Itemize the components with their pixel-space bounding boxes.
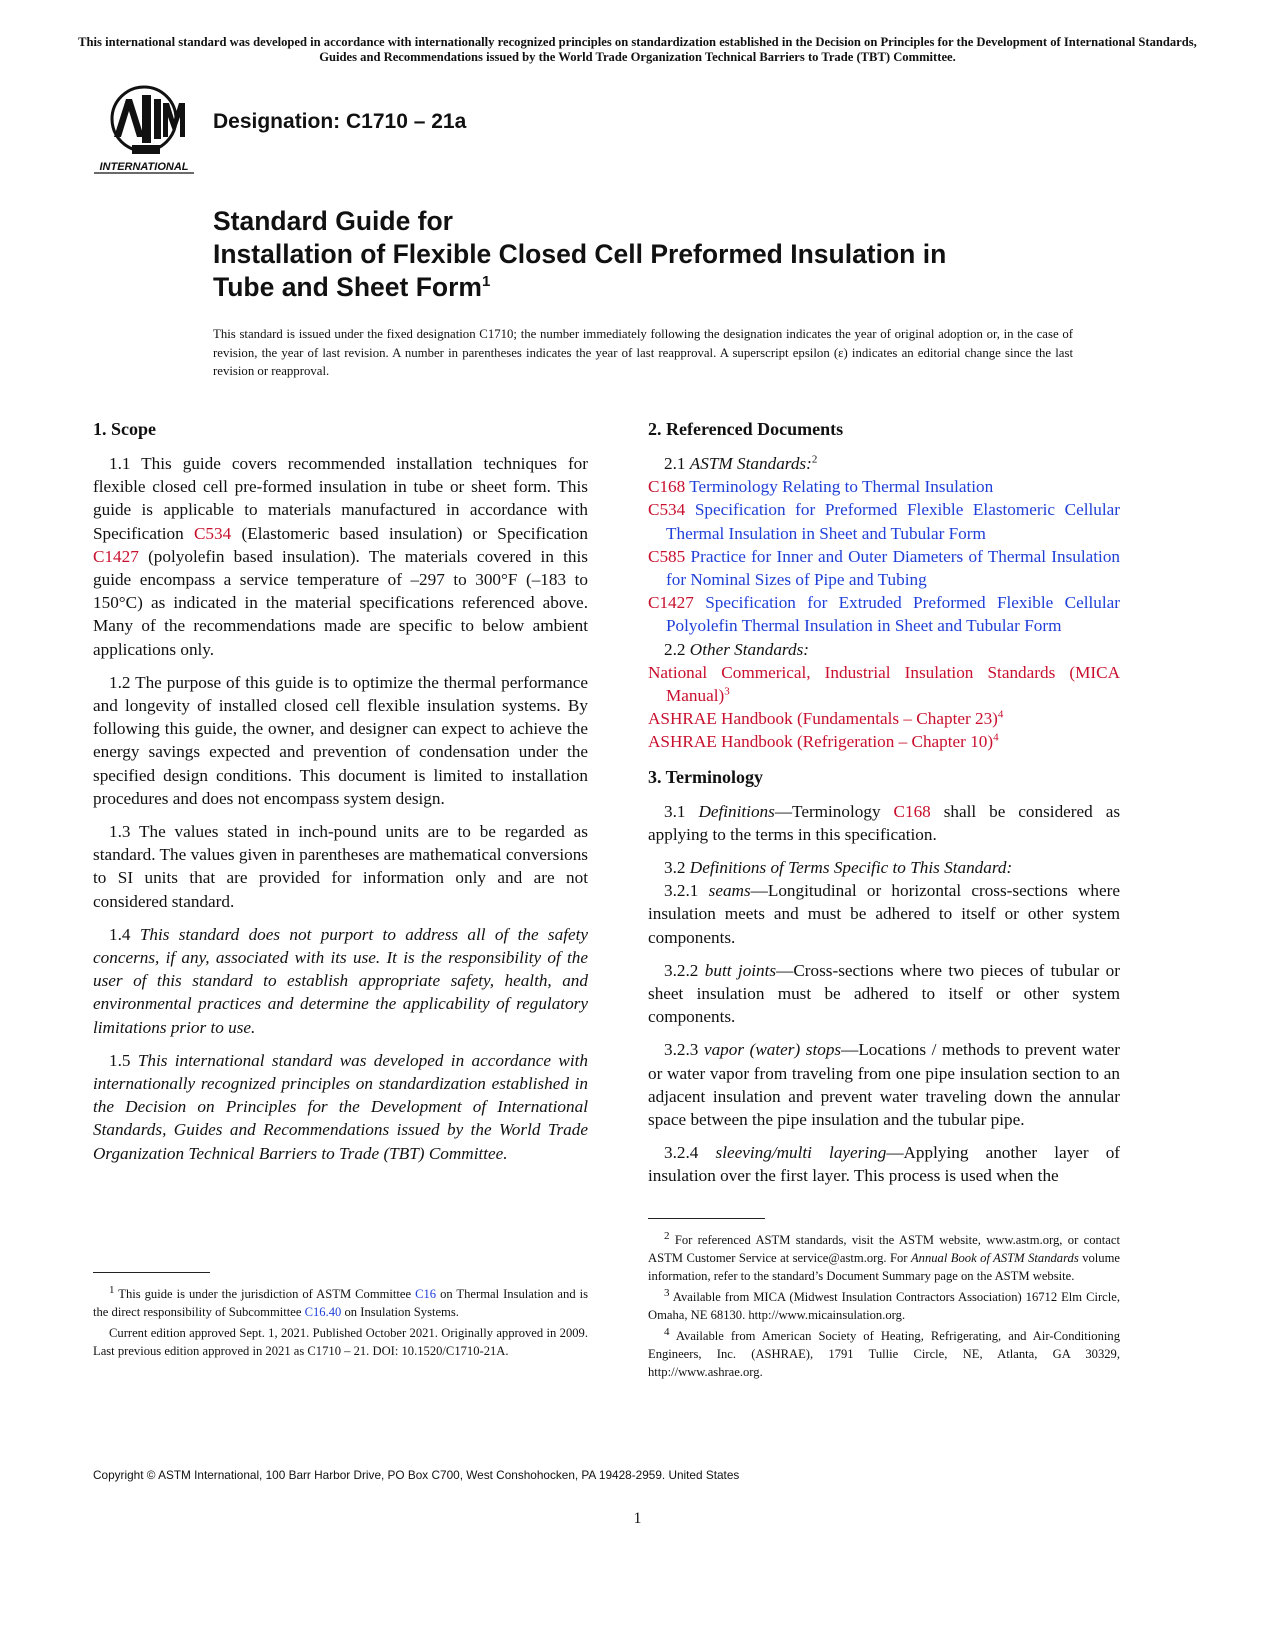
ref-c534[interactable]: C534 Specification for Preformed Flexible Elastomeric Cellular Thermal Insulation in Sheet and Tubular Form [648, 500, 1121, 543]
scope-heading: 1. Scope [93, 419, 156, 439]
astm-logo [92, 85, 196, 177]
term-3-2-2: 3.2.2 butt joints—Cross-sections where two pieces of tubular or sheet insulation must be adhered to itself or other system components. [648, 960, 1120, 1027]
ref-mica-manual[interactable]: National Commerical, Industrial Insulation Standards (MICA Manual)$^3$ [648, 662, 1120, 706]
footnote-divider [648, 1218, 765, 1219]
logo-text: INTERNATIONAL [99, 161, 189, 173]
footnotes-right [648, 1218, 1120, 1384]
footnote-2: $^2$ For referenced ASTM standards, visit the ASTM website, www.astm.org, or contact ASTM Customer Service at service@astm.org. For Annual Book of ASTM Standards volume information, refer to the standard’s Document Summary page on the ASTM website. [648, 1229, 1120, 1283]
scope-1-4: 1.4 This standard does not purport to address all of the safety concerns, if any, associated with its use. It is the responsibility of the user of this standard to establish appropriate safety, health, and environmental practices and determine the applicability of regulatory limitations prior to use. [93, 924, 588, 1037]
edition-note: Current edition approved Sept. 1, 2021. Published October 2021. Originally approved in 2009. Last previous edition approved in 2021 as C1710 – 21. DOI: 10.1520/C1710-21A. [93, 1326, 588, 1358]
terminology-heading: 3. Terminology [648, 766, 764, 787]
scope-1-1: 1.1 This guide covers recommended installation techniques for flexible closed cell pre-formed insulation in tube or sheet form. This guide is applicable to materials manufactured in accordance with Specification C534 (Elastomeric based insulation) or Specification C1427 (polyolefin based insulation). The materials covered in this guide encompass a service temperature of –297 to 300°F (–183 to 150°C) as indicated in the material specifications referenced above. Many of the recommendations made are specific to below ambient applications only. [93, 454, 588, 659]
link-c16-40[interactable]: C16.40 [304, 1305, 342, 1319]
scope-1-5: 1.5 This international standard was developed in accordance with internationally recognized principles on standardization established in the Decision on Principles for the Development of International Standards, Guides and Recommendations issued by the World Trade Organization Technical Barriers to Trade (TBT) Committee. [93, 1050, 588, 1163]
scope-1-3: 1.3 The values stated in inch-pound units are to be regarded as standard. The values given in parentheses are mathematical conversions to SI units that are provided for information only and are not considered standard. [93, 822, 588, 911]
link-c168[interactable]: C168 [893, 801, 931, 821]
title-footnote-mark[interactable]: 1 [481, 273, 491, 291]
ref-c585[interactable]: C585 Practice for Inner and Outer Diameters of Thermal Insulation for Nominal Sizes of Pipe and Tubing [648, 546, 1121, 590]
footnote-4: $^4$ Available from American Society of Heating, Refrigerating, and Air-Conditioning Engineers, Inc. (ASHRAE), 1791 Tullie Circle, NE, Atlanta, GA 30329, http://www.ashrae.org. [648, 1325, 1120, 1379]
referenced-documents-heading: 2. Referenced Documents [648, 419, 844, 439]
term-3-1: 3.1 Definitions—Terminology C168 shall be considered as applying to the terms in this specification. [648, 801, 1121, 844]
link-c16[interactable]: C16 [415, 1287, 437, 1301]
link-c1427[interactable]: C1427 [93, 546, 139, 566]
title-line-2: Installation of Flexible Closed Cell Preformed Insulation in [213, 239, 947, 269]
footnote-3: $^3$ Available from MICA (Midwest Insulation Contractors Association) 16712 Elm Circle, Omaha, NE 68130. http://www.micainsulation.org. [648, 1286, 1120, 1322]
issuance-statement: This standard is issued under the fixed designation C1710; the number immediately following the designation indicates the year of original adoption or, in the case of revision, the year of last revision. A number in parentheses indicates the year of last reapproval. A superscript epsilon (ε) indicates an editorial change since the last revision or reapproval. [213, 327, 1073, 378]
ref-ashrae-fundamentals[interactable]: ASHRAE Handbook (Fundamentals – Chapter 23)$^4$ [648, 708, 1004, 729]
document-title [213, 205, 1153, 304]
scope-1-2: 1.2 The purpose of this guide is to optimize the thermal performance and longevity of installed closed cell flexible insulation systems. By following this guide, the owner, and designer can expect to achieve the energy savings expected and prevention of condensation under the specified design conditions. This document is limited to installation procedures and does not encompass system design. [93, 672, 588, 808]
right-column [648, 418, 1120, 1198]
term-3-2-3: 3.2.3 vapor (water) stops—Locations / methods to prevent water or water vapor from traveling from one pipe insulation section to an adjacent insulation and prevent water traveling down the annular space between the pipe insulation and the tubular pipe. [648, 1040, 1121, 1130]
term-3-2: 3.2 Definitions of Terms Specific to This Standard: [664, 858, 1013, 878]
ref-c1427[interactable]: C1427 Specification for Extruded Preformed Flexible Cellular Polyolefin Thermal Insulation in Sheet and Tubular Form [648, 593, 1120, 636]
ref-c168[interactable]: C168 Terminology Relating to Thermal Insulation [648, 477, 994, 497]
footnote-1: $^1$ This guide is under the jurisdiction of ASTM Committee C16 on Thermal Insulation and is the direct responsibility of Subcommittee C16.40 on Insulation Systems. [93, 1283, 589, 1319]
ref-ashrae-refrigeration[interactable]: ASHRAE Handbook (Refrigeration – Chapter 10)$^4$ [648, 731, 999, 752]
designation: Designation: C1710 – 21a [213, 110, 467, 133]
left-column [93, 418, 588, 1175]
title-line-1: Standard Guide for [213, 206, 453, 236]
astm-standards-label: 2.1 ASTM Standards:$^2$ [664, 453, 818, 473]
footnote-divider [93, 1272, 210, 1273]
link-c534[interactable]: C534 [193, 523, 232, 543]
page-number: 1 [633, 1510, 642, 1527]
term-3-2-1: 3.2.1 seams—Longitudinal or horizontal cross-sections where insulation meets and must be adhered to itself or other system components. [648, 881, 1120, 947]
footnotes-left [93, 1272, 588, 1363]
copyright: Copyright © ASTM International, 100 Barr Harbor Drive, PO Box C700, West Conshohocken, PA 19428-2959. United States [93, 1468, 740, 1482]
title-line-3: Tube and Sheet Form$^1$ [213, 272, 491, 302]
other-standards-label: 2.2 Other Standards: [664, 639, 809, 659]
term-3-2-4: 3.2.4 sleeving/multi layering—Applying another layer of insulation over the first layer. This process is used when the [648, 1143, 1121, 1186]
wto-notice: This international standard was developed in accordance with internationally recognized principles on standardization established in the Decision on Principles for the Development of International Standards, Guides and Recommendations issued by the World Trade Organization Technical Barriers to Trade (TBT) Committee. [78, 35, 1197, 64]
